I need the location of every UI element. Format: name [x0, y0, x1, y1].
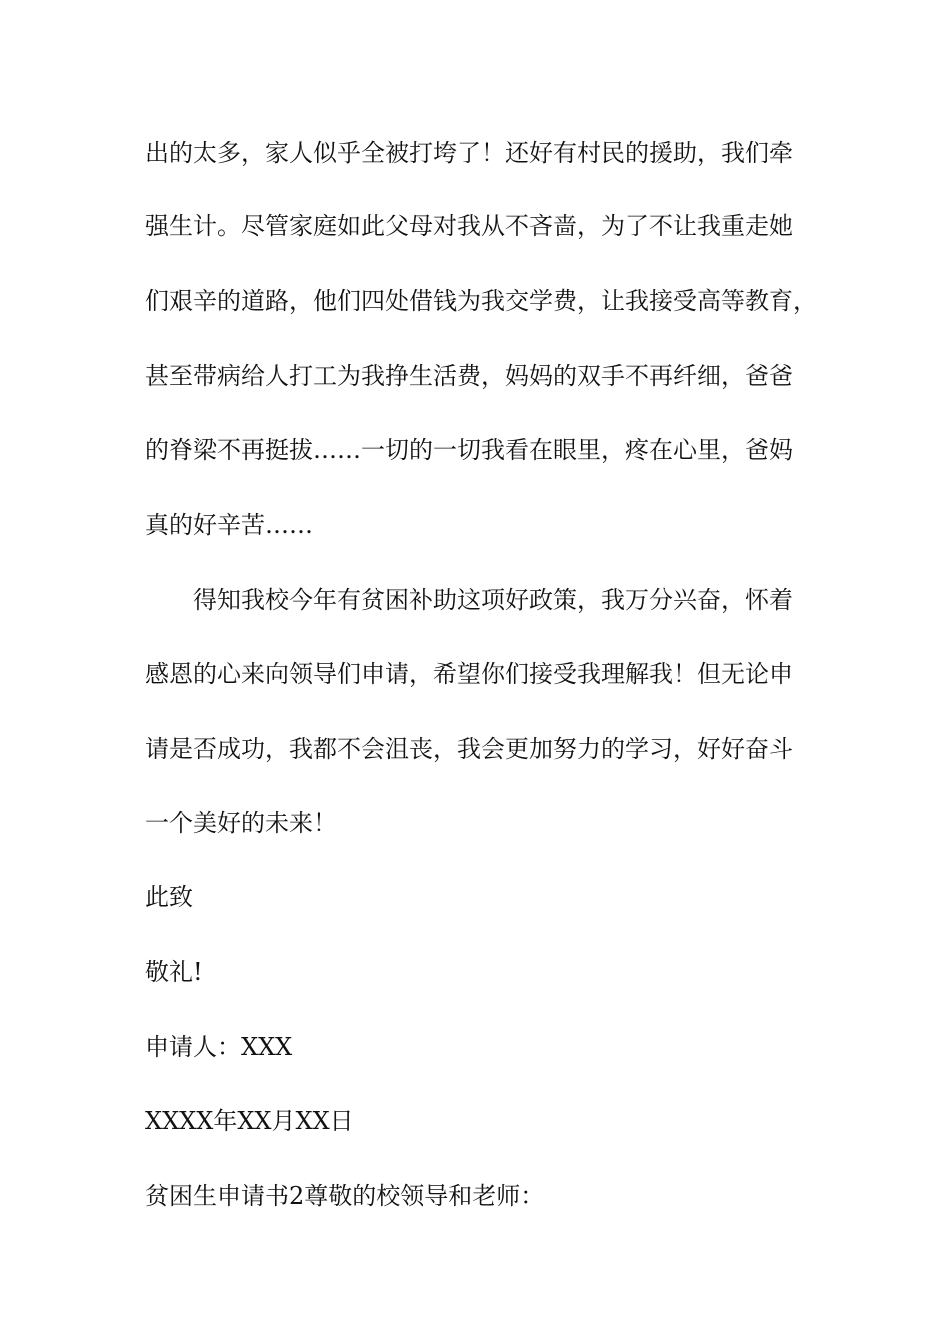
next-section-heading: 贫困生申请书2尊敬的校领导和老师： — [145, 1182, 545, 1210]
paragraph-line: 的脊梁不再挺拔……一切的一切我看在眼里，疼在心里，爸妈 — [145, 436, 793, 464]
paragraph-line: 真的好辛苦…… — [145, 511, 313, 539]
paragraph-line: 得知我校今年有贫困补助这项好政策，我万分兴奋，怀着 — [193, 586, 793, 614]
paragraph-line: 感恩的心来向领导们申请，希望你们接受我理解我！但无论申 — [145, 660, 793, 688]
paragraph-line: 们艰辛的道路，他们四处借钱为我交学费，让我接受高等教育， — [145, 287, 817, 315]
date-line: XXXX年XX月XX日 — [145, 1107, 354, 1135]
closing-regards: 敬礼! — [145, 958, 203, 986]
paragraph-line: 一个美好的未来！ — [145, 809, 337, 837]
applicant-line: 申请人：XXX — [145, 1033, 293, 1061]
paragraph-line: 强生计。尽管家庭如此父母对我从不吝啬，为了不让我重走她 — [145, 212, 793, 240]
paragraph-line: 甚至带病给人打工为我挣生活费，妈妈的双手不再纤细，爸爸 — [145, 362, 793, 390]
paragraph-line: 请是否成功，我都不会沮丧，我会更加努力的学习，好好奋斗 — [145, 735, 793, 763]
closing-salutation: 此致 — [145, 883, 193, 911]
paragraph-line: 出的太多，家人似乎全被打垮了！还好有村民的援助，我们牵 — [145, 139, 793, 167]
